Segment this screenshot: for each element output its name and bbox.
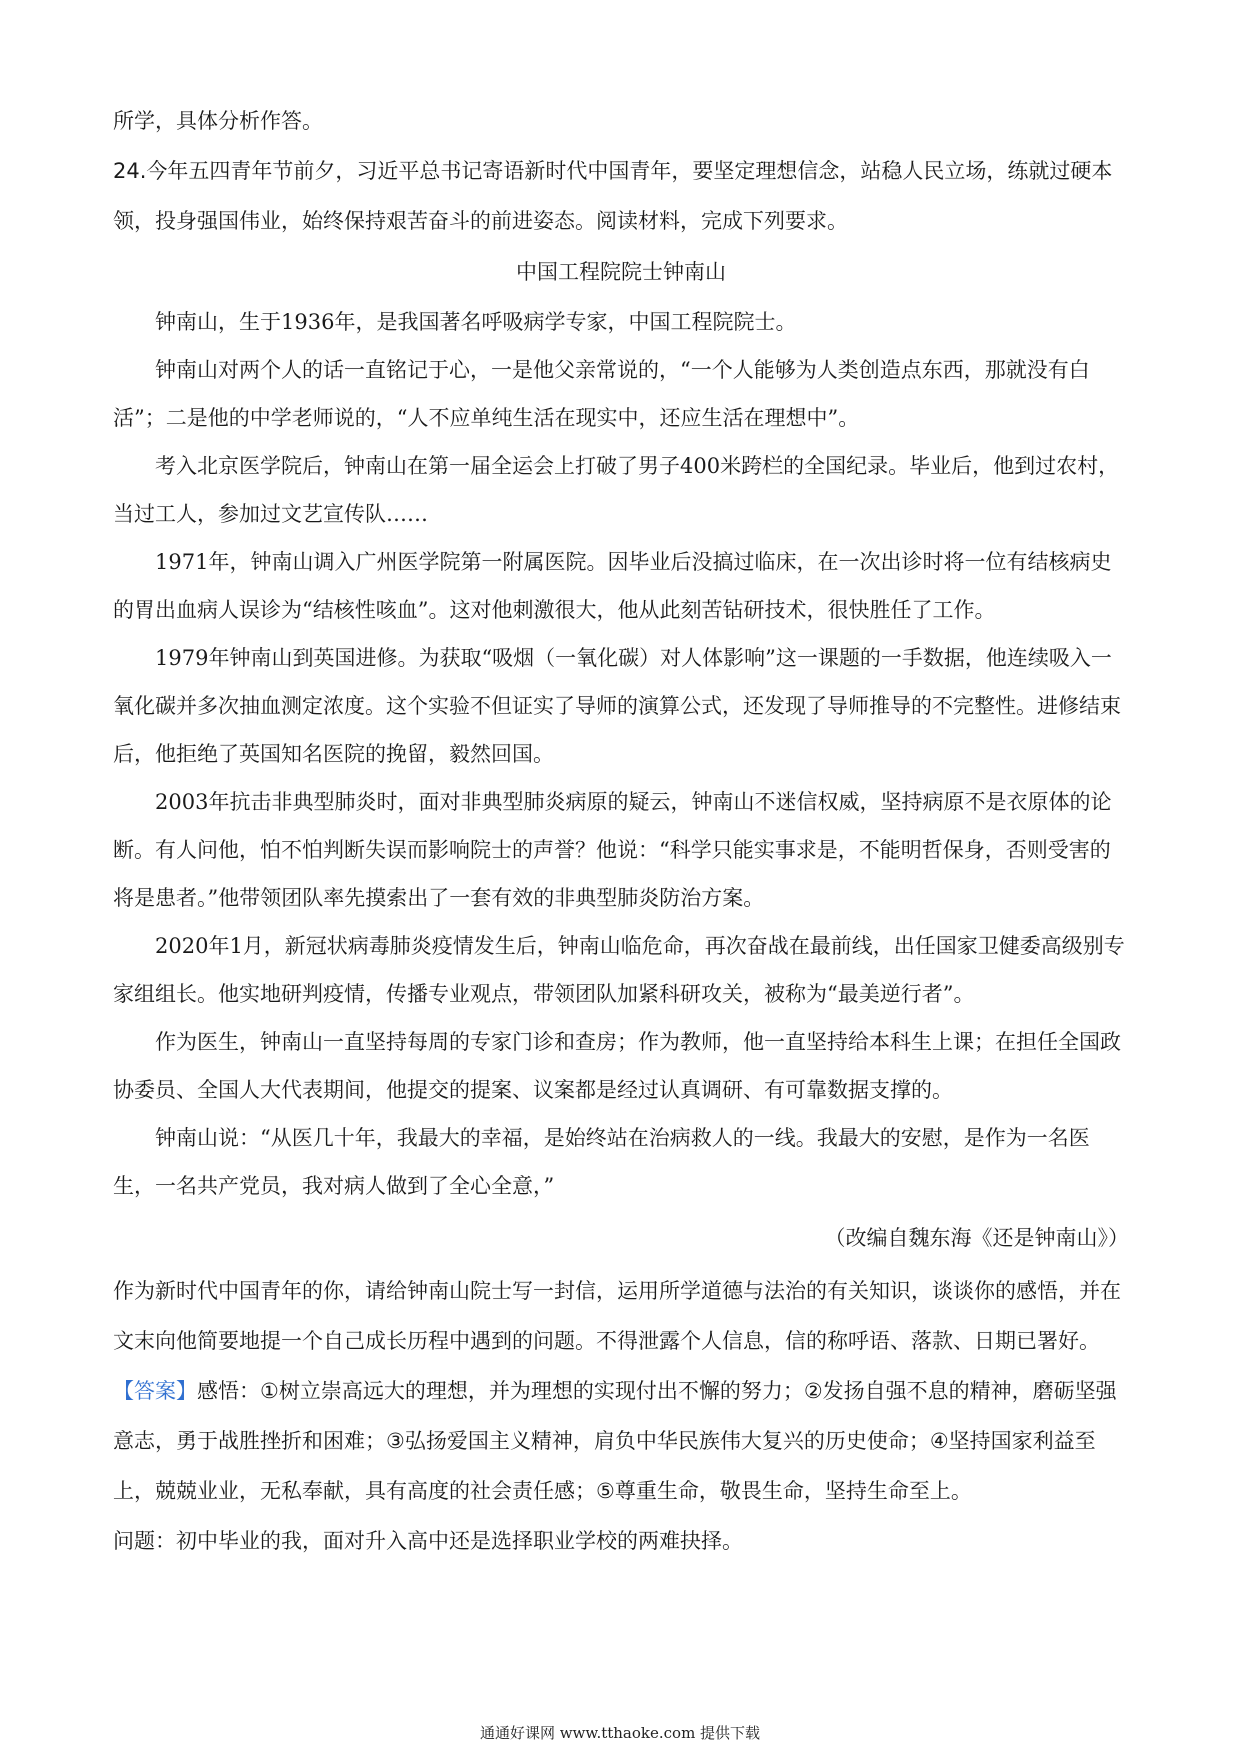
intro-line: 所学，具体分析作答。 (113, 109, 323, 133)
article-source: （改编自魏东海《还是钟南山》） (824, 1226, 1129, 1250)
article-paragraph: 钟南山对两个人的话一直铭记于心，一是他父亲常说的，“一个人能够为人类创造点东西，那就没有白活”；二是他的中学老师说的，“人不应单纯生活在现实中，还应生活在理想中”。 (113, 358, 1090, 430)
answer-block (113, 1366, 1129, 1516)
article-paragraph: 1971年，钟南山调入广州医学院第一附属医院。因毕业后没搞过临床，在一次出诊时将一位有结核病史的胃出血病人误诊为“结核性咳血”。这对他刺激很大，他从此刻苦钻研技术，很快胜任了工作。 (113, 550, 1112, 622)
answer-text: 感悟：①树立崇高远大的理想，并为理想的实现付出不懈的努力；②发扬自强不息的精神，磨砺坚强意志，勇于战胜挫折和困难；③弘扬爱国主义精神，肩负中华民族伟大复兴的历史使命；④坚持国家利益至上，兢兢业业，无私奉献，具有高度的社会责任感；⑤尊重生命，敬畏生命，坚持生命至上。 (113, 1379, 1117, 1503)
answer-tag: 【答案】 (113, 1379, 197, 1403)
article-paragraph: 2020年1月，新冠状病毒肺炎疫情发生后，钟南山临危命，再次奋战在最前线，出任国家卫健委高级别专家组组长。他实地研判疫情，传播专业观点，带领团队加紧科研攻关，被称为“最美逆行者”。 (113, 934, 1125, 1006)
page-footer: 通通好课网 www.tthaoke.com 提供下载 (479, 1724, 761, 1742)
article-paragraph: 考入北京医学院后，钟南山在第一届全运会上打破了男子400米跨栏的全国纪录。毕业后，他到过农村，当过工人，参加过文艺宣传队…… (113, 454, 1120, 526)
answer-question: 问题：初中毕业的我，面对升入高中还是选择职业学校的两难抉择。 (113, 1529, 743, 1553)
article-title: 中国工程院院士钟南山 (516, 260, 726, 284)
writing-task: 作为新时代中国青年的你，请给钟南山院士写一封信，运用所学道德与法治的有关知识，谈谈你的感悟，并在文末向他简要地提一个自己成长历程中遇到的问题。不得泄露个人信息，信的称呼语、落款、日期已署好。 (113, 1279, 1121, 1353)
article-paragraph: 2003年抗击非典型肺炎时，面对非典型肺炎病原的疑云，钟南山不迷信权威，坚持病原不是衣原体的论断。有人问他，怕不怕判断失误而影响院士的声誉？他说：“科学只能实事求是，不能明哲保身，否则受害的将是患者。”他带领团队率先摸索出了一套有效的非典型肺炎防治方案。 (113, 790, 1112, 910)
article-paragraph: 作为医生，钟南山一直坚持每周的专家门诊和查房；作为教师，他一直坚持给本科生上课；在担任全国政协委员、全国人大代表期间，他提交的提案、议案都是经过认真调研、有可靠数据支撑的。 (113, 1030, 1121, 1102)
article-paragraph: 1979年钟南山到英国进修。为获取“吸烟（一氧化碳）对人体影响”这一课题的一手数据，他连续吸入一氧化碳并多次抽血测定浓度。这个实验不但证实了导师的演算公式，还发现了导师推导的不完整性。进修结束后，他拒绝了英国知名医院的挽留，毅然回国。 (113, 646, 1121, 766)
document-page (113, 96, 1129, 1566)
article-paragraph: 钟南山说：“从医几十年，我最大的幸福，是始终站在治病救人的一线。我最大的安慰，是作为一名医生，一名共产党员，我对病人做到了全心全意，” (113, 1126, 1090, 1198)
question-24: 24.今年五四青年节前夕，习近平总书记寄语新时代中国青年，要坚定理想信念，站稳人民立场，练就过硬本领，投身强国伟业，始终保持艰苦奋斗的前进姿态。阅读材料，完成下列要求。 (113, 159, 1113, 233)
article-paragraph: 钟南山，生于1936年，是我国著名呼吸病学专家，中国工程院院士。 (155, 310, 797, 334)
